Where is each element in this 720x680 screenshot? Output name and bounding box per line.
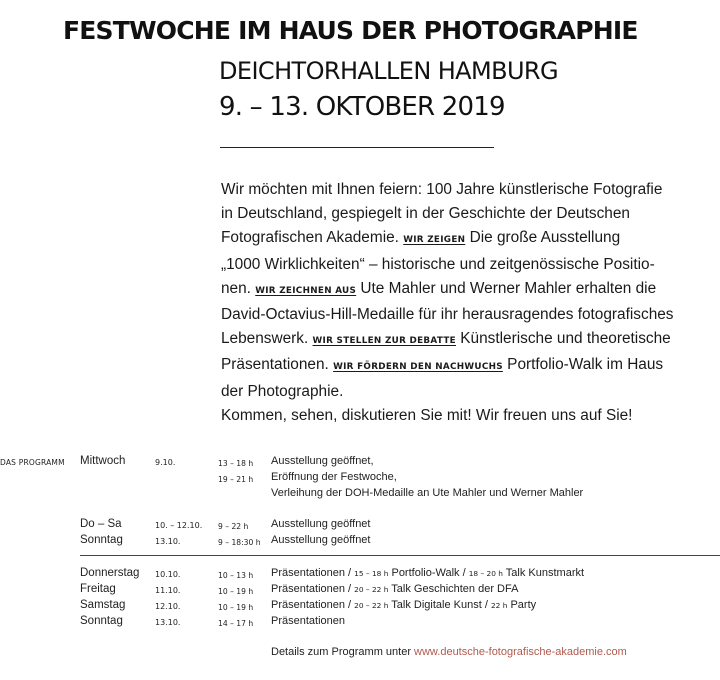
program-time: 10 – 19 h: [218, 587, 254, 596]
intro-paragraph: [221, 178, 711, 428]
intro-line: [221, 277, 711, 303]
event-dates: 9. – 13. OKTOBER 2019: [219, 92, 505, 122]
program-text: Party: [507, 599, 537, 611]
keyword-wir-stellen-zur-debatte: WIR STELLEN ZUR DEBATTE: [312, 336, 456, 347]
intro-line: David-Octavius-Hill-Medaille für ihr herausragendes fotografisches: [221, 306, 674, 324]
program-details-note: [271, 646, 627, 658]
program-date: 10. – 12.10.: [155, 521, 203, 530]
program-text: Präsentationen /: [271, 567, 355, 579]
program-date: 10.10.: [155, 570, 181, 579]
keyword-wir-zeigen: WIR ZEIGEN: [403, 235, 466, 246]
program-inline-time: 15 – 18 h: [354, 569, 389, 578]
website-link[interactable]: www.deutsche-fotografische-akademie.com: [414, 646, 627, 658]
program-time: 10 – 19 h: [218, 603, 254, 612]
intro-line: in Deutschland, gespiegelt in der Geschichte der Deutschen: [221, 205, 630, 223]
program-inline-time: 22 h: [490, 601, 508, 610]
program-day: Sonntag: [80, 615, 123, 627]
intro-text: Portfolio-Walk im Haus: [502, 356, 664, 374]
program-date: 12.10.: [155, 602, 181, 611]
program-time: 14 – 17 h: [218, 619, 254, 628]
program-date: 13.10.: [155, 618, 181, 627]
program-description: Präsentationen: [271, 615, 345, 627]
program-day: Mittwoch: [80, 455, 126, 467]
intro-line: [221, 327, 711, 353]
program-text: Portfolio-Walk /: [388, 567, 469, 579]
intro-line: Wir möchten mit Ihnen feiern: 100 Jahre künstlerische Fotografie: [221, 181, 663, 198]
keyword-wir-zeichnen-aus: WIR ZEICHNEN AUS: [255, 285, 357, 296]
venue-subtitle: DEICHTORHALLEN HAMBURG: [219, 57, 558, 85]
program-description: [271, 583, 518, 595]
program-text: Präsentationen /: [271, 583, 355, 595]
program-divider: [80, 555, 720, 556]
intro-text: Die große Ausstellung: [465, 229, 621, 247]
program-time: 9 – 18:30 h: [218, 538, 261, 547]
intro-text: Präsentationen.: [221, 356, 334, 374]
program-inline-time: 20 – 22 h: [354, 601, 389, 610]
program-day: Samstag: [80, 599, 126, 611]
program-inline-time: 18 – 20 h: [468, 569, 503, 578]
program-description: [271, 599, 536, 611]
program-description: Ausstellung geöffnet: [271, 518, 371, 530]
program-time: 9 – 22 h: [218, 522, 249, 531]
keyword-wir-foerdern-den-nachwuchs: WIR FÖRDERN DEN NACHWUCHS: [333, 362, 503, 373]
program-day: Donnerstag: [80, 567, 140, 579]
program-inline-time: 20 – 22 h: [354, 585, 389, 594]
program-description: [271, 567, 584, 579]
program-text: Talk Kunstmarkt: [502, 567, 585, 579]
program-time: 10 – 13 h: [218, 571, 254, 580]
intro-line: der Photographie.: [221, 382, 344, 400]
intro-text: Lebenswerk.: [221, 330, 313, 348]
header-divider: [220, 147, 494, 148]
program-description: Verleihung der DOH-Medaille an Ute Mahler und Werner Mahler: [271, 487, 584, 499]
program-description: Eröffnung der Festwoche,: [271, 471, 397, 483]
intro-text: Ute Mahler und Werner Mahler erhalten die: [356, 279, 657, 297]
intro-line: Kommen, sehen, diskutieren Sie mit! Wir freuen uns auf Sie!: [221, 406, 633, 424]
program-date: 13.10.: [155, 537, 181, 546]
program-text: Talk Digitale Kunst /: [388, 599, 491, 611]
intro-text: Künstlerische und theoretische: [455, 330, 671, 348]
details-text: Details zum Programm unter: [271, 646, 415, 658]
intro-line: [221, 226, 711, 252]
program-description: Ausstellung geöffnet,: [271, 455, 374, 467]
program-day: Do – Sa: [80, 518, 122, 530]
page-title: FESTWOCHE IM HAUS DER PHOTOGRAPHIE: [63, 16, 638, 45]
intro-text: nen.: [221, 279, 256, 297]
program-label: DAS PROGRAMM: [0, 458, 65, 467]
program-date: 9.10.: [155, 458, 176, 467]
program-description: Ausstellung geöffnet: [271, 534, 371, 546]
program-text: Präsentationen /: [271, 599, 355, 611]
intro-text: Fotografischen Akademie.: [221, 229, 404, 247]
program-time: 13 – 18 h: [218, 459, 254, 468]
program-text: Talk Geschichten der DFA: [388, 583, 519, 595]
program-date: 11.10.: [155, 586, 181, 595]
program-time: 19 – 21 h: [218, 475, 254, 484]
program-day: Sonntag: [80, 534, 123, 546]
program-day: Freitag: [80, 583, 116, 595]
intro-line: „1000 Wirklichkeiten“ – historische und zeitgenössische Positio-: [221, 255, 655, 273]
intro-line: [221, 353, 711, 379]
